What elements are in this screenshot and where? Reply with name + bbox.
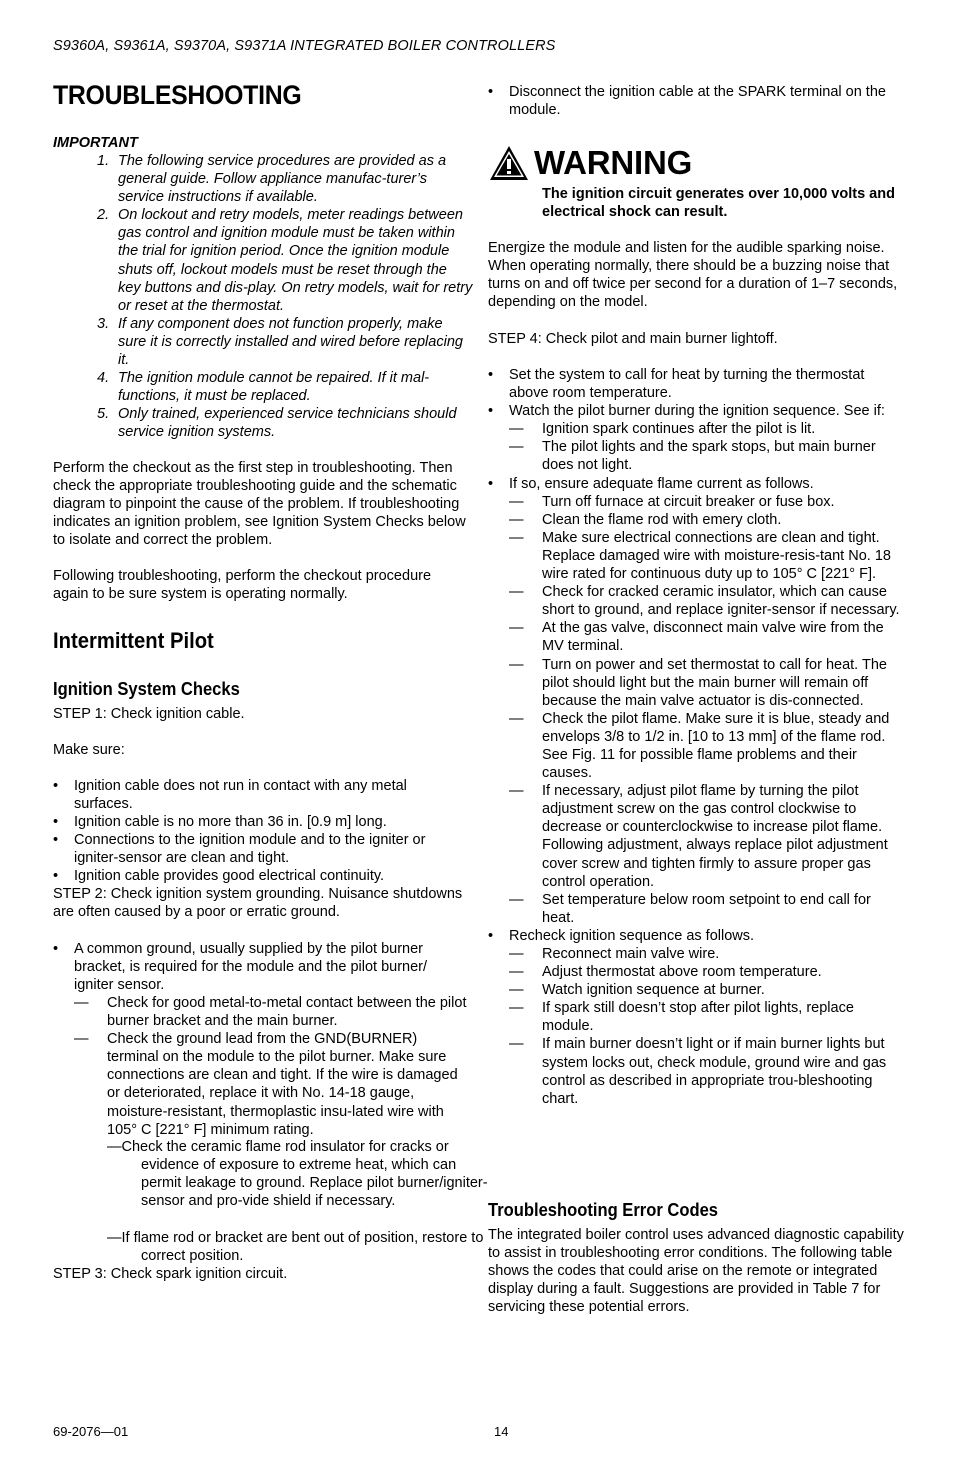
- warning-title: WARNING: [534, 144, 693, 181]
- list-item: • Ignition cable provides good electrical continuity.: [53, 868, 385, 885]
- list-item: 5. Only trained, experienced service technicians should service ignition systems.: [97, 406, 457, 441]
- subsection-heading: Troubleshooting Error Codes: [488, 1200, 719, 1220]
- list-item: — If necessary, adjust pilot flame by turning the pilot adjustment screw on the gas control clockwise to decrease or counterclockwise to increase pilot flame. Following adjustment, always replace pilot adjustment cover screw and tighten firmly to assure proper gas control operation.: [509, 783, 888, 890]
- warning-triangle-icon: [489, 145, 529, 181]
- list-item: • Ignition cable is no more than 36 in. [0.9 m] long.: [53, 814, 387, 831]
- sub-dash-item: —If flame rod or bracket are bent out of position, restore to correct position.: [107, 1230, 484, 1265]
- paragraph: The integrated boiler control uses advanced diagnostic capability to assist in troubleshooting error conditions. The following table shows the codes that could arise on the remote or integrated display during a fault. Suggestions are provided in Table 7 for servicing these potential errors.: [488, 1227, 904, 1316]
- dash-list: [74, 994, 468, 1139]
- warning-header: [489, 144, 692, 182]
- document-header: S9360A, S9361A, S9370A, S9371A INTEGRATED BOILER CONTROLLERS: [53, 38, 556, 54]
- list-item: — Watch ignition sequence at burner.: [509, 982, 765, 999]
- list-item: • Recheck ignition sequence as follows.: [488, 927, 755, 944]
- paragraph: Following troubleshooting, perform the checkout procedure again to be sure system is operating normally.: [53, 568, 432, 603]
- step-4-list: [488, 366, 906, 1108]
- list-item: • Set the system to call for heat by turning the thermostat above room temperature.: [488, 367, 865, 402]
- warning-text: The ignition circuit generates over 10,000 volts and electrical shock can result.: [542, 186, 895, 221]
- bullet-list: [53, 940, 468, 994]
- list-item: — The pilot lights and the spark stops, but main burner does not light.: [509, 439, 876, 474]
- list-item: • Watch the pilot burner during the ignition sequence. See if:: [488, 403, 885, 420]
- list-item: — Check for cracked ceramic insulator, which can cause short to ground, and replace igniter-sensor if necessary.: [509, 584, 900, 619]
- step-2: STEP 2: Check ignition system grounding. Nuisance shutdowns are often caused by a poor or erratic ground.: [53, 886, 463, 921]
- list-item: — At the gas valve, disconnect main valve wire from the MV terminal.: [509, 620, 884, 655]
- make-sure-label: Make sure:: [53, 742, 125, 758]
- document-number: 69-2076—01: [53, 1424, 129, 1439]
- list-item: • If so, ensure adequate flame current as follows.: [488, 475, 814, 492]
- paragraph: Perform the checkout as the first step in troubleshooting. Then check the appropriate troubleshooting guide and the schematic diagram to pinpoint the cause of the problem. If troubleshooting indicates an ignition problem, see Ignition System Checks below to isolate and correct the problem.: [53, 460, 466, 549]
- list-item: • A common ground, usually supplied by the pilot burner bracket, is required for the module and the pilot burner/ igniter sensor.: [53, 941, 428, 994]
- subsection-heading: Ignition System Checks: [53, 679, 240, 699]
- bullet-list: [488, 475, 906, 493]
- dash-list: [509, 420, 906, 474]
- step-3: STEP 3: Check spark ignition circuit.: [53, 1266, 288, 1282]
- list-item: — Turn on power and set thermostat to call for heat. The pilot should light but the main burner will remain off because the main valve actuator is dis-connected.: [509, 656, 887, 709]
- list-item: — Turn off furnace at circuit breaker or fuse box.: [509, 493, 835, 510]
- list-item: — Check the ground lead from the GND(BURNER) terminal on the module to the pilot burner. Make sure connections are clean and tight. If the wire is damaged or deteriorated, replace it with No. 14-18 gauge, moisture-resistant, thermoplastic insu-lated wire with 105° C [221° F] minimum rating.: [74, 1031, 458, 1138]
- list-item: — Make sure electrical connections are clean and tight. Replace damaged wire with moisture-resis-tant No. 18 wire rated for continuous duty up to 105° C [221° F].: [509, 529, 891, 583]
- list-item: — If main burner doesn’t light or if main burner lights but system locks out, check module, ground wire and gas control as described in appropriate trou-bleshooting chart.: [509, 1036, 887, 1107]
- list-item: 4. The ignition module cannot be repaired. If it mal-functions, it must be replaced.: [97, 370, 430, 405]
- important-label: IMPORTANT: [53, 135, 138, 151]
- sub-dash-item: —Check the ceramic flame rod insulator for cracks or evidence of exposure to extreme heat, which can permit leakage to ground. Replace pilot burner/igniter-sensor and pro-vide shield if necessary.: [107, 1139, 488, 1210]
- list-item: 2. On lockout and retry models, meter readings between gas control and ignition module must be taken within the trial for ignition period. Once the ignition module shuts off, lockout models must be reset through the key buttons and dis-play. On retry models, wait for retry or reset at the thermostat.: [97, 207, 473, 314]
- page-title: TROUBLESHOOTING: [53, 80, 302, 110]
- dash-list: [509, 493, 906, 927]
- page-number: 14: [494, 1424, 509, 1439]
- list-item: — Set temperature below room setpoint to end call for heat.: [509, 891, 871, 926]
- list-item: 3. If any component does not function properly, make sure it is correctly installed and wired before replacing it.: [97, 315, 463, 369]
- section-heading: Intermittent Pilot: [53, 628, 214, 653]
- list-item: — If spark still doesn’t stop after pilot lights, replace module.: [509, 1000, 854, 1035]
- list-item: — Check the pilot flame. Make sure it is blue, steady and envelops 3/8 to 1/2 in. [10 to 13 mm] of the flame rod. See Fig. 11 for possible flame problems and their causes.: [509, 710, 890, 782]
- list-item: • Connections to the ignition module and to the igniter or igniter-sensor are clean and tight.: [53, 832, 426, 867]
- step-1: STEP 1: Check ignition cable.: [53, 706, 245, 722]
- list-item: — Reconnect main valve wire.: [509, 946, 720, 962]
- list-item: — Ignition spark continues after the pilot is lit.: [509, 421, 816, 438]
- dash-list: [509, 945, 906, 1108]
- bullet-list: [53, 777, 468, 886]
- list-item: — Clean the flame rod with emery cloth.: [509, 511, 782, 528]
- important-list: [53, 152, 473, 442]
- list-item: • Ignition cable does not run in contact with any metal surfaces.: [53, 778, 407, 813]
- paragraph: Energize the module and listen for the audible sparking noise. When operating normally, there should be a buzzing noise that turns on and off twice per second for a duration of 1–7 seconds, depending on the model.: [488, 240, 898, 311]
- bullet-list: [488, 83, 903, 119]
- list-item: — Check for good metal-to-metal contact between the pilot burner bracket and the main burner.: [74, 995, 467, 1030]
- list-item: — Adjust thermostat above room temperature.: [509, 964, 822, 981]
- list-item: • Disconnect the ignition cable at the SPARK terminal on the module.: [488, 84, 886, 119]
- bullet-list: [488, 366, 906, 420]
- step-4: STEP 4: Check pilot and main burner lightoff.: [488, 331, 778, 347]
- bullet-list: [488, 927, 906, 945]
- list-item: 1. The following service procedures are provided as a general guide. Follow appliance manufac-turer’s service instructions if available.: [97, 153, 447, 206]
